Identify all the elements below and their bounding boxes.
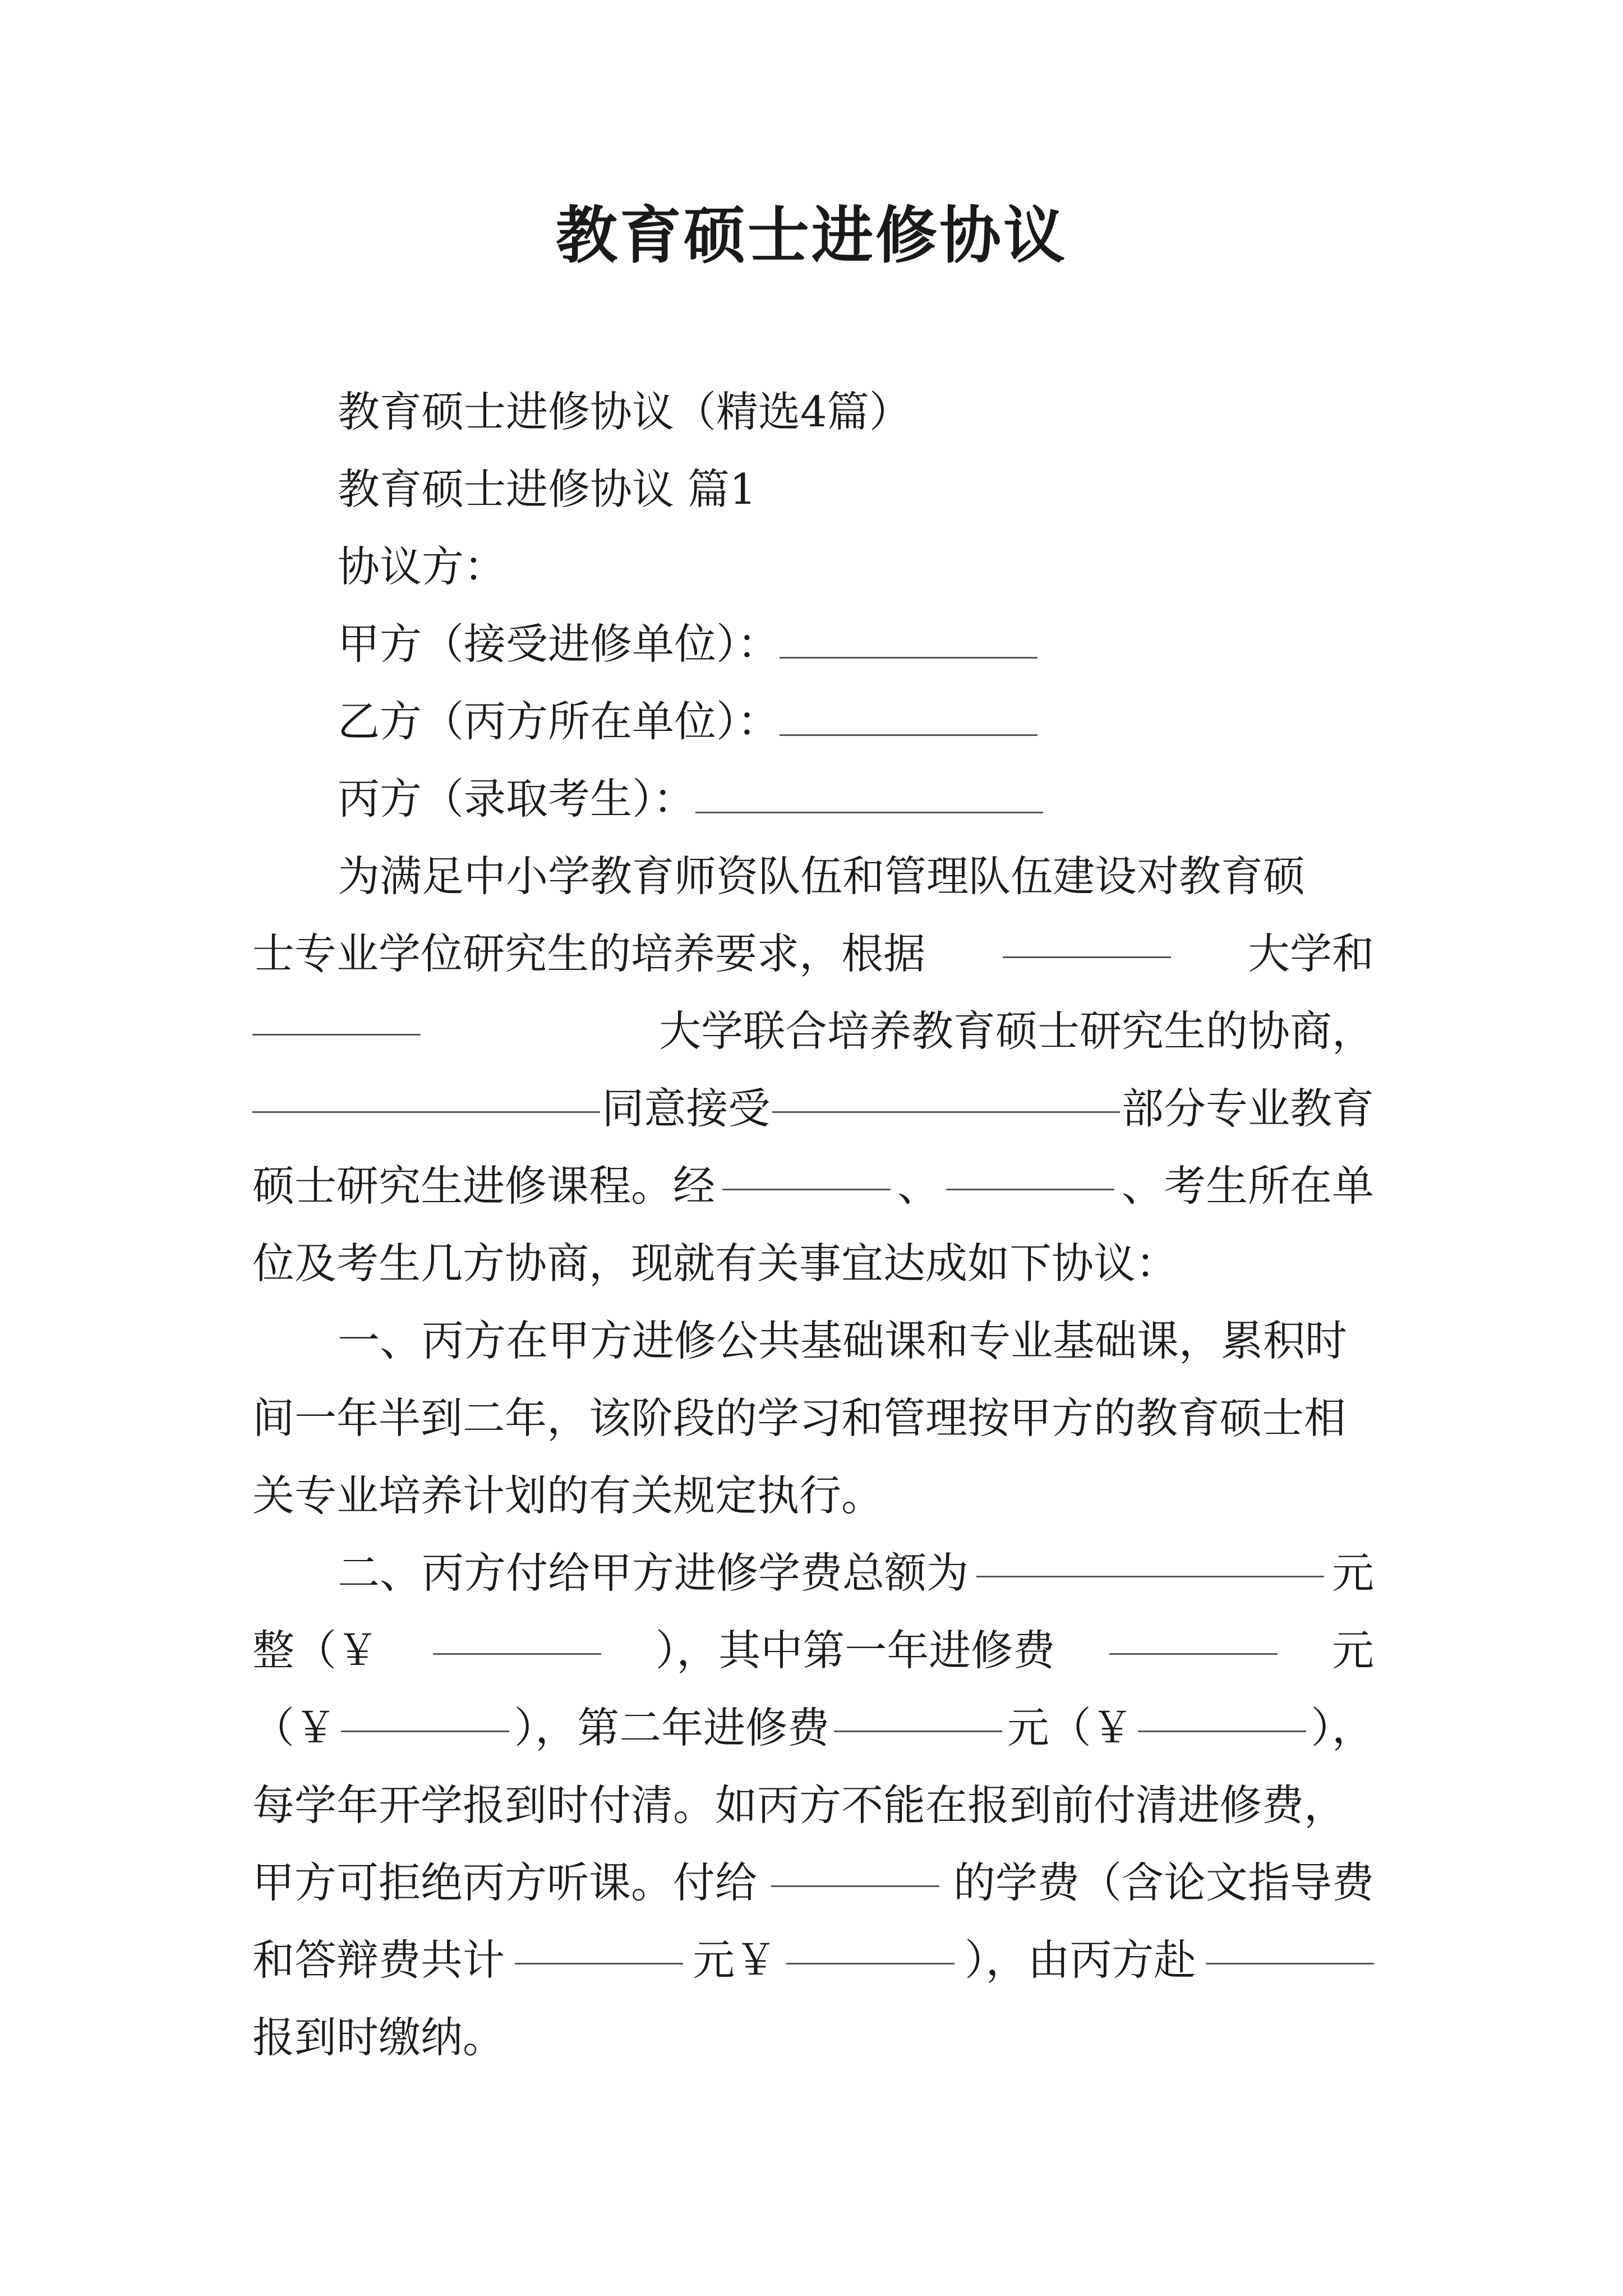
party-a-line [252, 605, 1374, 683]
article-heading: 教育硕士进修协议 篇1 [338, 464, 757, 514]
clause-1-line-1: 一、丙方在甲方进修公共基础课和专业基础课，累积时 [338, 1316, 1348, 1365]
first-year-fee-blank [1109, 1612, 1278, 1655]
preamble-line-6: 位及考生几方协商，现就有关事宜达成如下协议： [252, 1239, 1178, 1288]
preamble-text: 、考生所在单 [1121, 1161, 1374, 1211]
party-c-label: 丙方（录取考生）： [338, 774, 695, 823]
clause-text: ）， [1311, 1703, 1374, 1752]
party-c-line [252, 760, 1374, 838]
preamble-text: 大学和 [1247, 929, 1374, 978]
clause-2-line-6 [252, 1921, 1374, 1999]
clause-2-line-5 [252, 1844, 1374, 1921]
parties-label: 协议方： [338, 542, 506, 591]
preamble-line-5 [252, 1147, 1374, 1225]
party-b-label: 乙方（丙方所在单位）： [338, 697, 780, 746]
payee-blank [771, 1844, 939, 1887]
thesis-fee-amount-blank [786, 1921, 955, 1964]
clause-text: 元￥ [692, 1935, 777, 1985]
destination-blank [1206, 1921, 1374, 1964]
clause-text: 和答辩费共计 [252, 1935, 505, 1985]
clause-text: 元 [1331, 1548, 1374, 1598]
party-b-line [252, 683, 1374, 760]
clause-text: ），由丙方赴 [964, 1935, 1196, 1985]
preamble-text: 部分专业教育 [1121, 1084, 1374, 1133]
clause-text: ），第二年进修费 [514, 1703, 830, 1752]
tuition-total-amount-blank [433, 1612, 601, 1655]
clause-2-line-4: 每学年开学报到时付清。如丙方不能在报到前付清进修费， [252, 1780, 1347, 1830]
first-year-amount-blank [341, 1689, 509, 1732]
preamble-line-2 [252, 915, 1374, 992]
preamble-line-4 [252, 1070, 1374, 1147]
preamble-text: 士专业学位研究生的培养要求，根据 [252, 929, 926, 978]
second-year-fee-blank [834, 1689, 1002, 1732]
clause-text: ），其中第一年进修费 [655, 1626, 1055, 1675]
preamble-text: 、 [897, 1161, 939, 1211]
clause-2-line-2 [252, 1612, 1374, 1689]
clause-2-line-1 [252, 1534, 1374, 1612]
institution-blank [252, 1070, 600, 1113]
preamble-line-3 [252, 992, 1374, 1070]
party-blank [946, 1147, 1114, 1190]
document-title: 教育硕士进修协议 [556, 199, 1067, 272]
preamble-line-1: 为满足中小学教育师资队伍和管理队伍建设对教育硕 [338, 852, 1306, 901]
clause-text: （￥ [252, 1703, 337, 1752]
party-a-blank [780, 615, 1038, 659]
clause-1-line-3: 关专业培养计划的有关规定执行。 [252, 1471, 884, 1520]
party-blank [722, 1147, 891, 1190]
clause-text: 元（￥ [1007, 1703, 1133, 1752]
party-a-label: 甲方（接受进修单位）： [338, 619, 780, 669]
clause-2-line-3 [252, 1689, 1374, 1766]
thesis-fee-blank [515, 1921, 683, 1964]
party-b-blank [780, 693, 1038, 736]
clause-text: 元 [1331, 1626, 1374, 1675]
university-blank [1003, 915, 1171, 958]
clause-text: 整（￥ [252, 1626, 379, 1675]
university-blank [252, 992, 421, 1036]
document-body [252, 373, 1374, 2076]
tuition-total-blank [976, 1534, 1324, 1577]
clause-1-line-2: 间一年半到二年，该阶段的学习和管理按甲方的教育硕士相 [252, 1393, 1347, 1443]
second-year-amount-blank [1138, 1689, 1306, 1732]
institution-blank [772, 1070, 1120, 1113]
preamble-text: 同意接受 [602, 1084, 771, 1133]
preamble-text: 大学联合培养教育硕士研究生的协商， [658, 1006, 1374, 1056]
clause-text: 甲方可拒绝丙方听课。付给 [252, 1858, 758, 1907]
clause-text: 的学费（含论文指导费 [953, 1858, 1374, 1907]
clause-text: 二、丙方付给甲方进修学费总额为 [338, 1548, 969, 1598]
collection-title: 教育硕士进修协议（精选4篇） [338, 387, 911, 436]
clause-2-line-7: 报到时缴纳。 [252, 2013, 505, 2062]
preamble-text: 硕士研究生进修课程。经 [252, 1161, 716, 1211]
party-c-blank [695, 770, 1043, 813]
